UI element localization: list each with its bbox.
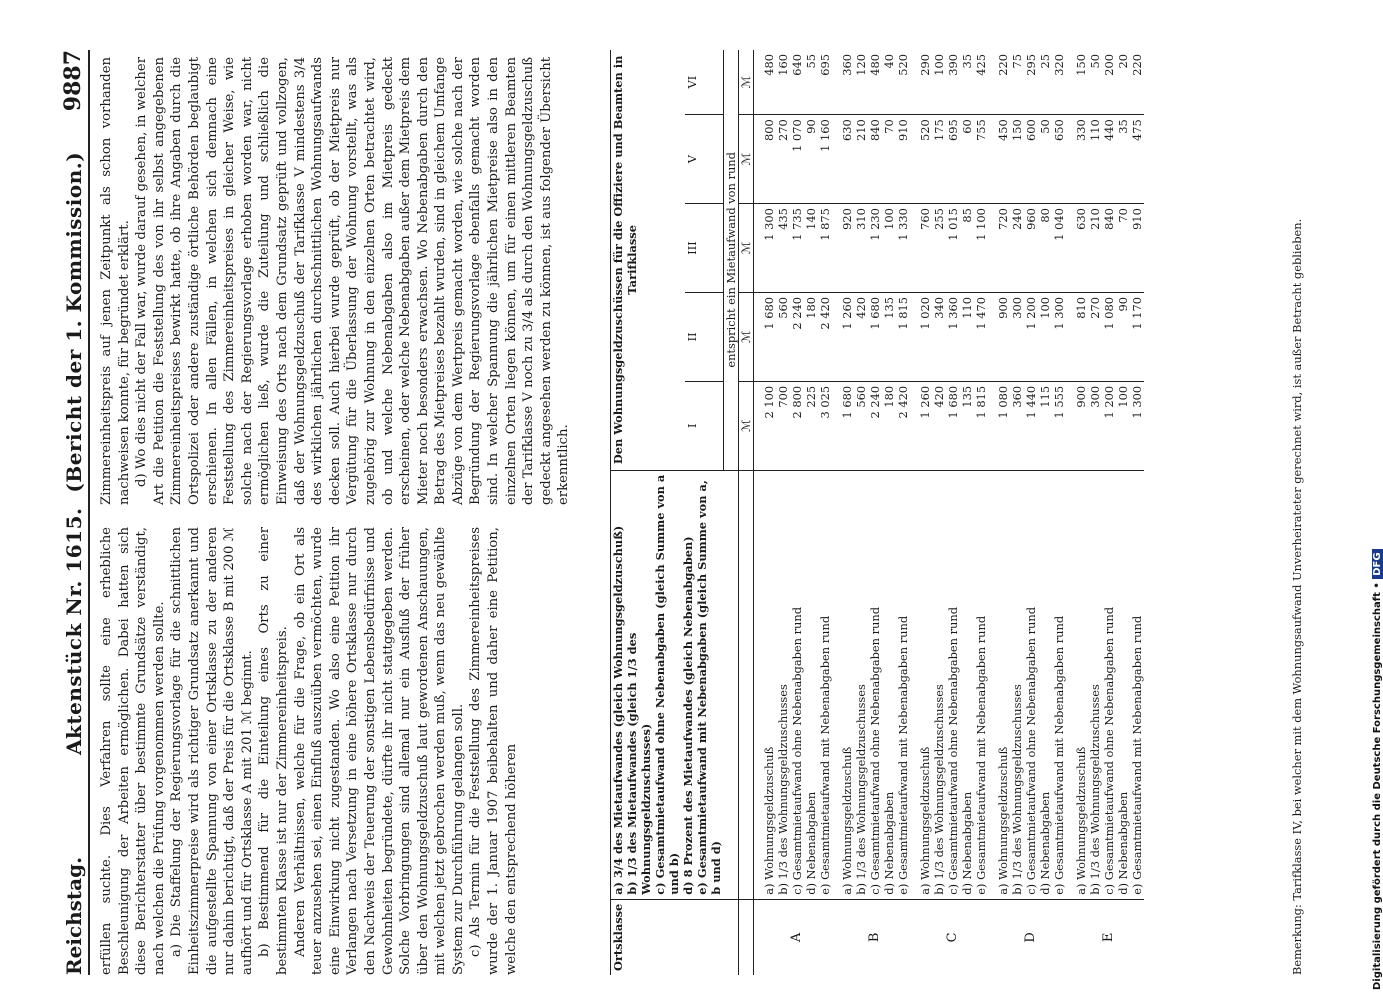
row-label: d) Nebenabgaben — [960, 470, 974, 899]
value-cell: 180 — [882, 381, 896, 470]
value-cell: 1 680 — [868, 292, 882, 381]
value-cell: 425 — [974, 50, 988, 115]
value-cell: 55 — [804, 50, 818, 115]
value-cell: 80 — [1038, 204, 1052, 293]
value-cell: 600 — [1024, 115, 1038, 204]
value-cell: 35 — [1116, 115, 1130, 204]
class-header: VI — [685, 50, 723, 115]
value-cell: 900 — [988, 292, 1010, 381]
value-cell: 135 — [882, 292, 896, 381]
table-row — [868, 50, 882, 975]
value-cell: 1 300 — [753, 204, 776, 293]
value-cell: 100 — [882, 204, 896, 293]
value-cell: 300 — [1088, 381, 1102, 470]
value-cell: 520 — [896, 50, 910, 115]
value-cell: 310 — [854, 204, 868, 293]
value-cell: 960 — [1024, 204, 1038, 293]
credit-text: Digitalisierung gefördert durch die Deutsche Forschungsgemeinschaft • — [1372, 582, 1383, 990]
table-row — [960, 50, 974, 975]
value-cell: 85 — [960, 204, 974, 293]
value-cell: 50 — [1088, 50, 1102, 115]
subheader: entspricht ein Mietaufwand von rund — [723, 50, 738, 470]
value-cell: 560 — [854, 381, 868, 470]
value-cell: 300 — [1010, 292, 1024, 381]
row-label: e) Gesamtmietaufwand mit Nebenabgaben rund — [974, 470, 988, 899]
digitization-credit — [1372, 10, 1383, 990]
row-label: a) Wohnungsgeldzuschuß — [753, 470, 776, 899]
value-cell: 1 815 — [896, 292, 910, 381]
value-cell: 910 — [896, 115, 910, 204]
row-label: c) Gesamtmietaufwand ohne Nebenabgaben rund — [1102, 470, 1116, 899]
value-cell: 700 — [776, 381, 790, 470]
value-cell: 25 — [1038, 50, 1052, 115]
value-cell: 1 300 — [1052, 292, 1066, 381]
value-cell: 1 200 — [1102, 381, 1116, 470]
value-cell: 180 — [804, 292, 818, 381]
header-left: Reichstag. — [62, 856, 86, 975]
row-label: e) Gesamtmietaufwand mit Nebenabgaben rund — [896, 470, 910, 899]
value-cell: 2 800 — [790, 381, 804, 470]
rotated-content — [50, 50, 1340, 975]
table-row — [1010, 50, 1024, 975]
table-row — [832, 50, 854, 975]
value-cell: 560 — [776, 292, 790, 381]
value-cell: 720 — [988, 204, 1010, 293]
value-cell: 110 — [1088, 115, 1102, 204]
value-cell: 480 — [753, 50, 776, 115]
value-cell: 755 — [974, 115, 988, 204]
table-row — [854, 50, 868, 975]
table-row — [988, 50, 1010, 975]
row-label: e) Gesamtmietaufwand mit Nebenabgaben rund — [1052, 470, 1066, 899]
rent-table — [610, 50, 1144, 975]
ortsklasse-cell: A — [789, 932, 804, 943]
value-cell: 225 — [804, 381, 818, 470]
row-label: d) Nebenabgaben — [1038, 470, 1052, 899]
value-cell: 255 — [932, 204, 946, 293]
value-cell: 480 — [868, 50, 882, 115]
row-label: c) Gesamtmietaufwand ohne Nebenabgaben rund — [790, 470, 804, 899]
value-cell: 2 420 — [818, 292, 832, 381]
value-cell: 1 260 — [832, 292, 854, 381]
value-cell: 2 420 — [896, 381, 910, 470]
row-label: a) Wohnungsgeldzuschuß — [832, 470, 854, 899]
row-label: a) Wohnungsgeldzuschuß — [1066, 470, 1088, 899]
value-cell: 630 — [832, 115, 854, 204]
value-cell: 1 015 — [946, 204, 960, 293]
value-cell: 450 — [988, 115, 1010, 204]
value-cell: 200 — [1102, 50, 1116, 115]
value-cell: 1 200 — [1024, 292, 1038, 381]
legend-header — [611, 470, 724, 899]
value-cell: 2 100 — [753, 381, 776, 470]
value-cell: 1 470 — [974, 292, 988, 381]
class-header: II — [685, 292, 723, 381]
page-number: 9887 — [60, 50, 86, 112]
row-label: d) Nebenabgaben — [1116, 470, 1130, 899]
table-row — [882, 50, 896, 975]
value-cell: 140 — [804, 204, 818, 293]
value-cell: 210 — [1088, 204, 1102, 293]
table-row — [1102, 50, 1116, 975]
ortsklasse-header: Ortsklasse — [611, 903, 625, 971]
value-cell: 1 300 — [1130, 381, 1144, 470]
table-row — [1130, 50, 1144, 975]
value-cell: 70 — [1116, 204, 1130, 293]
value-cell: 1 160 — [818, 115, 832, 204]
legend-item: b) 1/3 des Mietaufwandes (gleich 1/3 des Wohnungsgeldzuschusses) — [625, 632, 653, 895]
value-cell: 760 — [910, 204, 932, 293]
row-label: b) 1/3 des Wohnungsgeldzuschusses — [854, 470, 868, 899]
value-cell: 330 — [1066, 115, 1088, 204]
value-cell: 290 — [910, 50, 932, 115]
header-title-text: Aktenstück Nr. 1615. — [62, 507, 86, 755]
legend-item: e) Gesamtmietaufwand mit Nebenabgaben (gleich Summe von a, b und d) — [695, 480, 723, 895]
value-cell: 435 — [776, 204, 790, 293]
paragraph: d) Wo dies nicht der Fall war, wurde darauf gesehen, in welcher Art die Petition die Feststellung des von ihr selbst angegebenen Zimmereinheitspreises bewirkt hatte, ob ihre Angaben durch die Ortspolizei oder andere zuständige örtliche Behörden beglaubigt erschienen. In allen Fällen, in welchen sich demnach eine Feststellung des Zimmereinheitspreises in gleicher Weise, wie solche nach der Regierungsvorlage erhoben worden war, nicht ermöglichen ließ, wurde die Zuteilung und schließlich die Einweisung des Orts nach dem Grundsatz geprüft und vollzogen, daß der Wohnungsgeldzuschuß der Tarifklasse V mindestens 3/4 des wirklichen jährlichen durchschnittlichen Wohnungsaufwands decken soll. Auch hierbei wurde geprüft, ob der Mietpreis nur Vergütung für die Überlassung der Wohnung vorstellt, was als zugehörig zur Wohnung in den einzelnen Orten betrachtet wird, ob und welche Nebenabgaben also im Mietpreis gedeckt erscheinen, oder welche Nebenabgaben außer dem Mietpreis dem Mieter noch besonders erwachsen. Wo Nebenabgaben durch den Betrag des Mietpreises bezahlt wurden, sind in gleichem Umfange Abzüge von dem Wertpreis gemacht worden, wie solche nach der Begründung der Regierungsvorlage ebenfalls gemacht worden sind. In welcher Spannung die jährlichen Mietpreise also in den einzelnen Orten liegen können, um für einen mittleren Beamten der Tarifklasse V noch zu 3/4 als durch den Wohnungsgeldzuschuß gedeckt angesehen werden zu können, ist aus folgender Übersicht erkenntlich. — [134, 56, 572, 505]
right-column — [98, 57, 573, 505]
value-cell: 3 025 — [818, 381, 832, 470]
value-cell: 695 — [946, 115, 960, 204]
ortsklasse-cell: C — [945, 932, 960, 943]
class-header: V — [685, 115, 723, 204]
row-label: c) Gesamtmietaufwand ohne Nebenabgaben rund — [946, 470, 960, 899]
value-cell: 650 — [1052, 115, 1066, 204]
table-row — [1038, 50, 1052, 975]
value-cell: 35 — [960, 50, 974, 115]
paragraph: c) Als Termin für die Feststellung des Zimmereinheitspreises wurde der 1. Januar 1907 beibehalten und daher eine Petition, welche den entsprechend höheren — [468, 527, 519, 975]
value-cell: 240 — [1010, 204, 1024, 293]
value-cell: 1 100 — [974, 204, 988, 293]
group-header: Den Wohnungsgeldzuschüssen für die Offiziere und Beamten in Tarifklasse — [611, 50, 686, 470]
value-cell: 1 815 — [974, 381, 988, 470]
legend-item: c) Gesamtmietaufwand ohne Nebenabgaben (gleich Summe von a und b) — [653, 474, 681, 895]
value-cell: 360 — [832, 50, 854, 115]
value-cell: 840 — [1102, 204, 1116, 293]
value-cell: 150 — [1010, 115, 1024, 204]
table-row — [818, 50, 832, 975]
value-cell: 360 — [1010, 381, 1024, 470]
value-cell: 1 440 — [1024, 381, 1038, 470]
table-row — [804, 50, 818, 975]
value-cell: 1 680 — [832, 381, 854, 470]
value-cell: 2 240 — [790, 292, 804, 381]
paragraph: b) Bestimmend für die Einteilung eines Orts zu einer bestimmten Klasse ist nur der Zimmereinheitspreis. — [257, 527, 290, 975]
value-cell: 1 070 — [790, 115, 804, 204]
value-cell: 1 680 — [946, 381, 960, 470]
header-title — [62, 120, 86, 755]
row-label: d) Nebenabgaben — [804, 470, 818, 899]
class-header: I — [685, 381, 723, 470]
value-cell: 1 330 — [896, 204, 910, 293]
value-cell: 630 — [1066, 204, 1088, 293]
value-cell: 1 555 — [1052, 381, 1066, 470]
value-cell: 1 875 — [818, 204, 832, 293]
value-cell: 115 — [1038, 381, 1052, 470]
value-cell: 70 — [882, 115, 896, 204]
row-label: b) 1/3 des Wohnungsgeldzuschusses — [776, 470, 790, 899]
table-row — [1116, 50, 1130, 975]
table-row — [1024, 50, 1038, 975]
value-cell: 100 — [1116, 381, 1130, 470]
value-cell: 800 — [753, 115, 776, 204]
unit: ℳ — [738, 50, 753, 115]
left-column — [98, 527, 520, 975]
value-cell: 135 — [960, 381, 974, 470]
value-cell: 695 — [818, 50, 832, 115]
table-row — [910, 50, 932, 975]
value-cell: 420 — [932, 381, 946, 470]
table-row — [1052, 50, 1066, 975]
value-cell: 150 — [1066, 50, 1088, 115]
ortsklasse-cell: B — [867, 932, 882, 943]
value-cell: 50 — [1038, 115, 1052, 204]
table-row — [1088, 50, 1102, 975]
row-label: e) Gesamtmietaufwand mit Nebenabgaben rund — [818, 470, 832, 899]
value-cell: 1 170 — [1130, 292, 1144, 381]
ortsklasse-cell: D — [1023, 932, 1038, 943]
value-cell: 90 — [1116, 292, 1130, 381]
row-label: b) 1/3 des Wohnungsgeldzuschusses — [1010, 470, 1024, 899]
table-row — [790, 50, 804, 975]
value-cell: 1 040 — [1052, 204, 1066, 293]
value-cell: 90 — [804, 115, 818, 204]
value-cell: 1 735 — [790, 204, 804, 293]
legend-item: d) 8 Prozent des Mietaufwandes (gleich Nebenabgaben) — [681, 536, 695, 895]
value-cell: 1 680 — [753, 292, 776, 381]
ortsklasse-cell: E — [1101, 932, 1116, 943]
value-cell: 1 020 — [910, 292, 932, 381]
value-cell: 320 — [1052, 50, 1066, 115]
value-cell: 900 — [1066, 381, 1088, 470]
value-cell: 20 — [1116, 50, 1130, 115]
paragraph: Anderen Verhältnissen, welche für die Frage, ob ein Ort als teuer anzusehen sei, einen Einfluß auszuüben vermöchten, wurde eine Einwirkung nicht zugestanden. Wo also eine Petition ihr Verlangen nach Versetzung in eine höhere Ortsklasse nur durch den Nachweis der Teuerung der sonstigen Lebensbedürfnisse und Gewohnheiten begründete, dürfte ihr nicht stattgegeben werden. Solche Vorbringungen sind allemal nur ein Ausfluß der früher über den Wohnungsgeldzuschuß laut gewordenen Anschauungen, mit welchen jetzt gebrochen werden muß, wenn das neu gewählte System zur Durchführung gelangen soll. — [292, 527, 466, 975]
value-cell: 110 — [960, 292, 974, 381]
row-label: b) 1/3 des Wohnungsgeldzuschusses — [932, 470, 946, 899]
value-cell: 475 — [1130, 115, 1144, 204]
row-label: c) Gesamtmietaufwand ohne Nebenabgaben rund — [868, 470, 882, 899]
table-row — [753, 50, 776, 975]
value-cell: 1 080 — [1102, 292, 1116, 381]
unit: ℳ — [738, 292, 753, 381]
table-row — [776, 50, 790, 975]
value-cell: 390 — [946, 50, 960, 115]
unit: ℳ — [738, 204, 753, 293]
value-cell: 270 — [1088, 292, 1102, 381]
legend-item: a) 3/4 des Mietaufwandes (gleich Wohnungsgeldzuschuß) — [611, 525, 625, 895]
value-cell: 440 — [1102, 115, 1116, 204]
row-label: b) 1/3 des Wohnungsgeldzuschusses — [1088, 470, 1102, 899]
value-cell: 520 — [910, 115, 932, 204]
value-cell: 220 — [988, 50, 1010, 115]
value-cell: 420 — [854, 292, 868, 381]
value-cell: 100 — [932, 50, 946, 115]
unit: ℳ — [738, 115, 753, 204]
page-header — [50, 50, 90, 975]
class-header: III — [685, 204, 723, 293]
dfg-logo: DFG — [1372, 549, 1383, 578]
table-note: Bemerkung: Tarifklasse IV, bei welcher mit dem Wohnungsaufwand Unverheirateter gerechnet wird, ist außer Betracht geblieben. — [1290, 218, 1304, 975]
value-cell: 1 080 — [988, 381, 1010, 470]
value-cell: 40 — [882, 50, 896, 115]
table-row — [896, 50, 910, 975]
row-label: c) Gesamtmietaufwand ohne Nebenabgaben rund — [1024, 470, 1038, 899]
value-cell: 100 — [1038, 292, 1052, 381]
unit: ℳ — [738, 381, 753, 470]
value-cell: 810 — [1066, 292, 1088, 381]
row-label: d) Nebenabgaben — [882, 470, 896, 899]
value-cell: 640 — [790, 50, 804, 115]
paragraph: erfüllen suchte. Dies Verfahren sollte eine erhebliche Beschleunigung der Arbeiten ermöglichen. Dabei hatten sich diese Berichterstatter über bestimmte Grundsätze verständigt, nach welchen die Prüfung vorgenommen werden sollte. — [99, 527, 167, 975]
value-cell: 220 — [1130, 50, 1144, 115]
paragraph: Zimmereinheitspreis auf jenen Zeitpunkt als schon vorhanden nachweisen konnte, für begründet erklärt. — [99, 57, 132, 505]
value-cell: 210 — [854, 115, 868, 204]
value-cell: 270 — [776, 115, 790, 204]
value-cell: 175 — [932, 115, 946, 204]
value-cell: 75 — [1010, 50, 1024, 115]
paragraph: a) Die Staffelung der Regierungsvorlage für die schnittlichen Einheitszimmerpreise wird als richtiger Grundsatz anerkannt und die aufgestellte Spannung von einer Ortsklasse zu der anderen nur dahin berichtigt, daß der Preis für die Ortsklasse B mit 200 ℳ aufhört und für Ortsklasse A mit 201 ℳ beginnt. — [169, 527, 255, 975]
table-row — [974, 50, 988, 975]
table-row — [932, 50, 946, 975]
value-cell: 60 — [960, 115, 974, 204]
value-cell: 840 — [868, 115, 882, 204]
value-cell: 160 — [776, 50, 790, 115]
value-cell: 120 — [854, 50, 868, 115]
value-cell: 295 — [1024, 50, 1038, 115]
value-cell: 2 240 — [868, 381, 882, 470]
value-cell: 1 230 — [868, 204, 882, 293]
header-subtitle: (Bericht der 1. Kommission.) — [62, 151, 86, 493]
value-cell: 340 — [932, 292, 946, 381]
value-cell: 910 — [1130, 204, 1144, 293]
value-cell: 1 360 — [946, 292, 960, 381]
value-cell: 920 — [832, 204, 854, 293]
table-row — [1066, 50, 1088, 975]
value-cell: 1 260 — [910, 381, 932, 470]
row-label: a) Wohnungsgeldzuschuß — [988, 470, 1010, 899]
table-row — [946, 50, 960, 975]
row-label: a) Wohnungsgeldzuschuß — [910, 470, 932, 899]
table-body — [753, 50, 1144, 975]
row-label: e) Gesamtmietaufwand mit Nebenabgaben rund — [1130, 470, 1144, 899]
